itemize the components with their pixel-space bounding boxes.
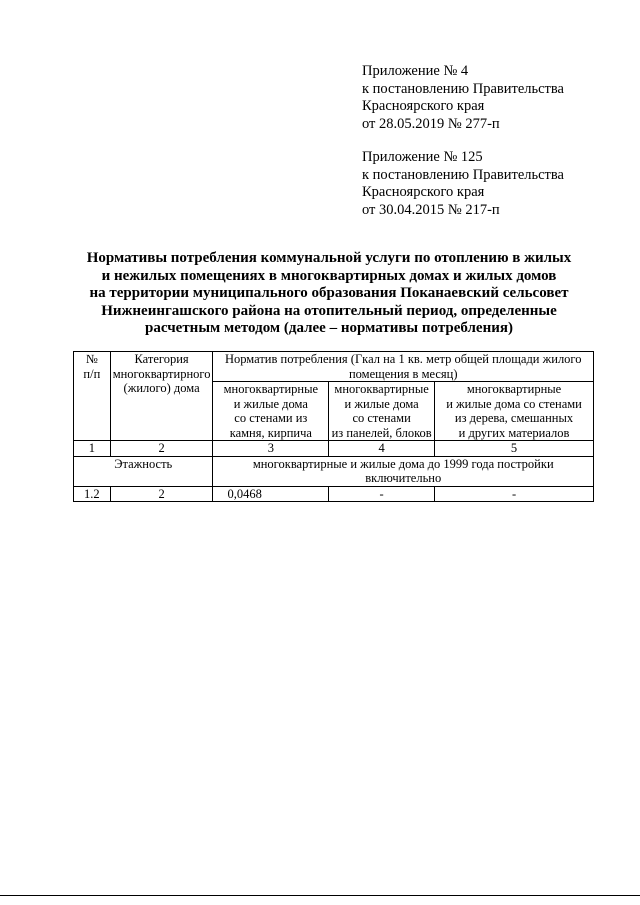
table-row <box>74 486 594 502</box>
table-header-row <box>74 352 594 382</box>
row-value-wood-mixed: - <box>435 486 594 502</box>
column-number: 1 <box>74 441 111 457</box>
appendix-block-2 <box>362 149 564 219</box>
section-description: многоквартирные и жилые дома до 1999 года постройки включительно <box>213 456 594 486</box>
appendix-line: Красноярского края <box>362 98 485 114</box>
appendix-line: Приложение № 125 <box>362 149 483 165</box>
appendix-line: от 28.05.2019 № 277-п <box>362 115 500 132</box>
row-value-panels-blocks: - <box>329 486 435 502</box>
appendix-line: к постановлению Правительства <box>362 80 564 97</box>
appendix-line: к постановлению Правительства <box>362 166 564 183</box>
header-panels-blocks: многоквартирные и жилые дома со стенами из панелей, блоков <box>329 382 435 441</box>
column-number: 3 <box>213 441 329 457</box>
appendix-block-1 <box>362 63 564 133</box>
header-wood-mixed: многоквартирные и жилые дома со стенами из дерева, смешанных и других материалов <box>435 382 594 441</box>
title-line: Нормативы потребления коммунальной услуги по отоплению в жилых <box>86 250 572 266</box>
column-number: 5 <box>435 441 594 457</box>
header-norm: Норматив потребления (Гкал на 1 кв. метр общей площади жилого помещения в месяц) <box>213 352 594 382</box>
title-line: Нижнеингашского района на отопительный период, определенные <box>101 302 557 319</box>
bottom-divider <box>0 895 640 896</box>
appendix-line: Приложение № 4 <box>362 63 469 79</box>
document-title <box>70 250 588 338</box>
header-category: Категория многоквартирного (жилого) дома <box>110 352 213 441</box>
section-row <box>74 456 594 486</box>
section-label: Этажность <box>74 456 213 486</box>
title-line: расчетным методом (далее – нормативы потребления) <box>145 320 513 337</box>
column-number: 2 <box>110 441 213 457</box>
header-stone-brick: многоквартирные и жилые дома со стенами из камня, кирпича <box>213 382 329 441</box>
title-line: на территории муниципального образования Поканаевский сельсовет <box>89 285 569 302</box>
appendix-line: Красноярского края <box>362 184 485 200</box>
row-number: 1.2 <box>74 486 111 502</box>
column-number-row <box>74 441 594 457</box>
row-category: 2 <box>110 486 213 502</box>
appendix-line: от 30.04.2015 № 217-п <box>362 201 500 218</box>
norms-table <box>73 351 594 502</box>
header-number: № п/п <box>74 352 111 441</box>
row-value-stone-brick: 0,0468 <box>213 486 329 502</box>
column-number: 4 <box>329 441 435 457</box>
title-line: и нежилых помещениях в многоквартирных домах и жилых домов <box>101 267 557 284</box>
